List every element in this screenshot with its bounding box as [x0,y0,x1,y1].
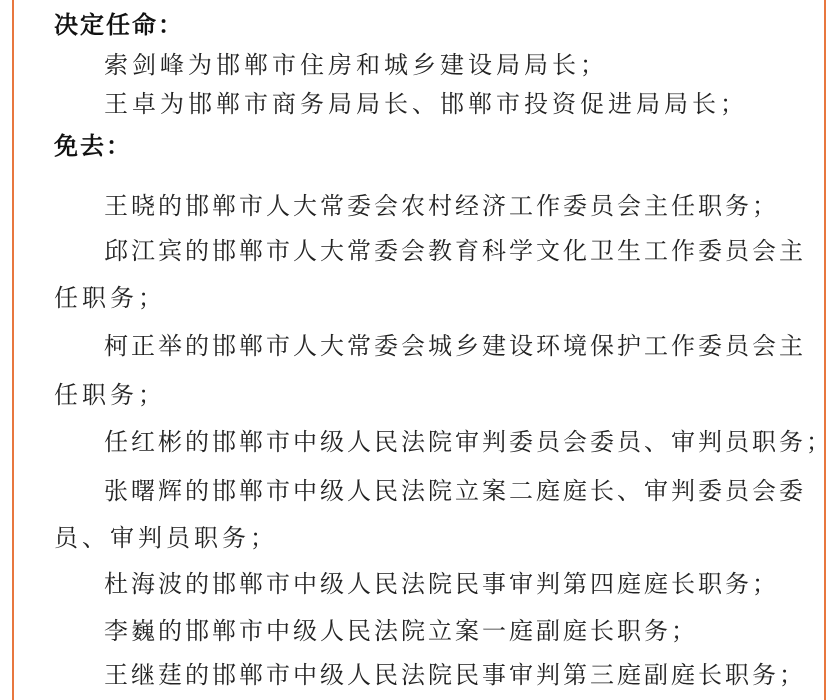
removal-line: 杜海波的邯郸市中级人民法院民事审判第四庭庭长职务； [104,570,779,598]
appointment-line: 索剑峰为邯郸市住房和城乡建设局局长； [104,51,608,79]
removal-line: 任职务； [54,381,166,409]
page-border-right [824,0,826,700]
removal-line: 柯正举的邯郸市人大常委会城乡建设环境保护工作委员会主 [104,332,806,360]
removal-line: 员、审判员职务； [54,524,278,552]
removal-line: 张曙辉的邯郸市中级人民法院立案二庭庭长、审判委员会委 [104,477,806,505]
remove-heading: 免去： [54,132,132,160]
removal-line: 任红彬的邯郸市中级人民法院审判委员会委员、审判员职务； [104,428,833,456]
appoint-heading: 决定任命： [54,11,184,39]
page-border-left [12,0,14,700]
removal-line: 任职务； [54,284,166,312]
removal-line: 王继莛的邯郸市中级人民法院民事审判第三庭副庭长职务； [104,661,806,689]
removal-line: 邱江宾的邯郸市人大常委会教育科学文化卫生工作委员会主 [104,237,806,265]
removal-line: 李巍的邯郸市中级人民法院立案一庭副庭长职务； [104,617,698,645]
appointment-line: 王卓为邯郸市商务局局长、邯郸市投资促进局局长； [104,90,748,118]
removal-line: 王晓的邯郸市人大常委会农村经济工作委员会主任职务； [104,192,779,220]
